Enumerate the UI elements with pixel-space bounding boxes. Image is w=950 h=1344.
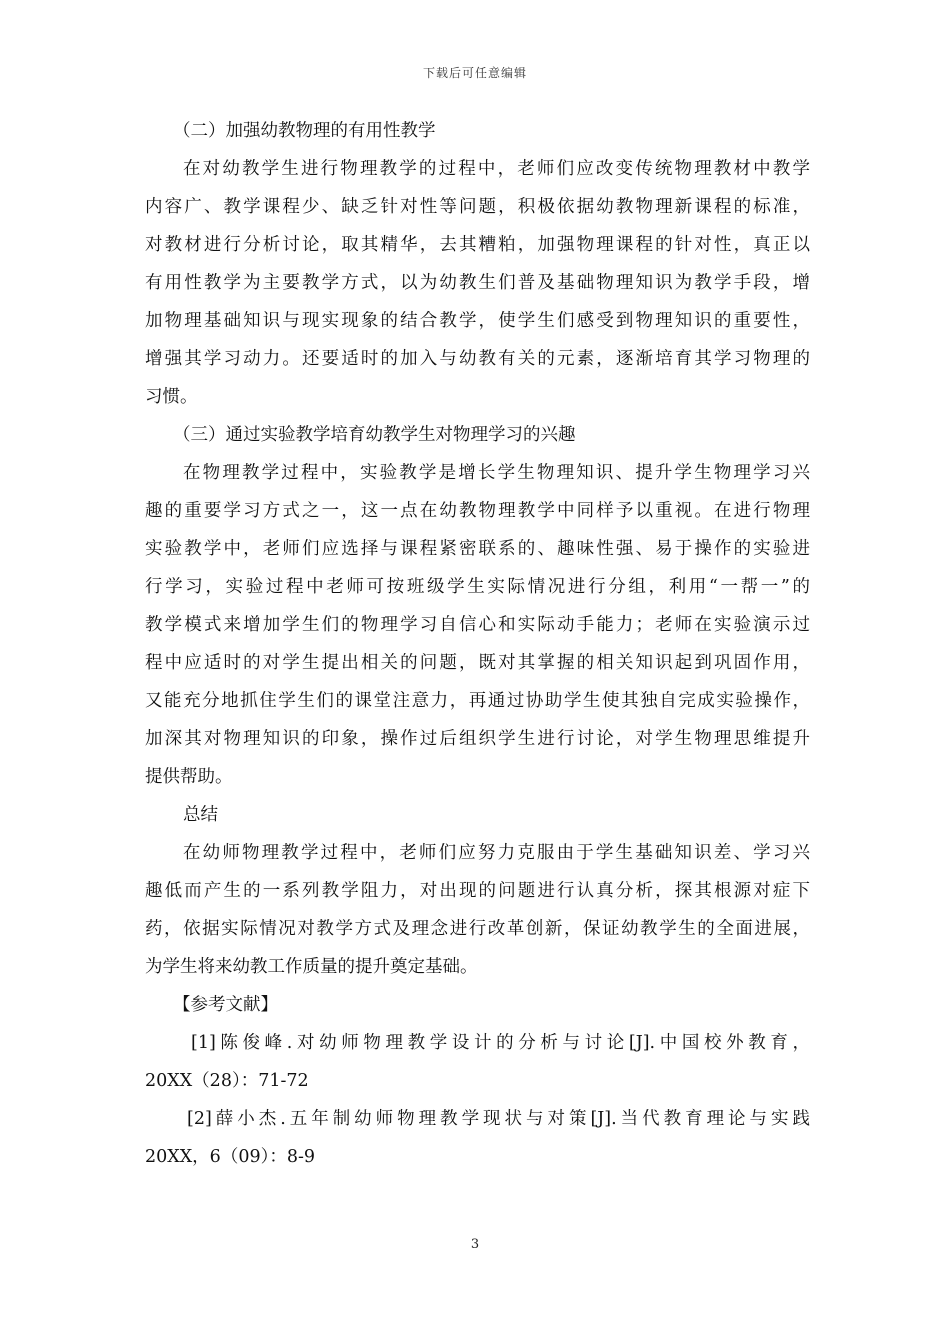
page-header-note: 下载后可任意编辑 [422, 66, 527, 80]
section-3-line: 教学模式来增加学生们的物理学习自信心和实际动手能力；老师在实验演示过 [145, 615, 810, 635]
summary-line: 药，依据实际情况对教学方式及理念进行改革创新，保证幼教学生的全面进展， [145, 919, 810, 939]
summary-line: 在幼师物理教学过程中，老师们应努力克服由于学生基础知识差、学习兴 [183, 843, 810, 863]
summary-section [145, 796, 810, 986]
section-3-line: 实验教学中，老师们应选择与课程紧密联系的、趣味性强、易于操作的实验进 [145, 539, 810, 559]
summary-line: 为学生将来幼教工作质量的提升奠定基础。 [145, 957, 478, 977]
section-2-heading: （二）加强幼教物理的有用性教学 [173, 121, 436, 141]
reference-item-2: [2]薛小杰.五年制幼师物理教学现状与对策[J].当代教育理论与实践 [187, 1109, 810, 1129]
section-3-line: 趣的重要学习方式之一，这一点在幼教物理教学中同样予以重视。在进行物理 [145, 501, 810, 521]
section-3-line: 加深其对物理知识的印象，操作过后组织学生进行讨论，对学生物理思维提升 [145, 729, 810, 749]
section-3-line: 在物理教学过程中，实验教学是增长学生物理知识、提升学生物理学习兴 [183, 463, 810, 483]
reference-item-2-cont: 20XX，6（09）：8-9 [145, 1147, 316, 1167]
section-3-line: 又能充分地抓住学生们的课堂注意力，再通过协助学生使其独自完成实验操作， [145, 691, 810, 711]
reference-item-1-cont: 20XX（28）：71-72 [145, 1071, 309, 1091]
section-2 [145, 112, 810, 416]
section-3-line: 提供帮助。 [145, 767, 233, 787]
section-2-line: 内容广、教学课程少、缺乏针对性等问题，积极依据幼教物理新课程的标准， [145, 197, 810, 217]
page-number: 3 [470, 1237, 480, 1252]
section-2-line: 增强其学习动力。还要适时的加入与幼教有关的元素，逐渐培育其学习物理的 [145, 349, 810, 369]
section-2-line: 有用性教学为主要教学方式，以为幼教生们普及基础物理知识为教学手段，增 [145, 273, 810, 293]
section-2-line: 加物理基础知识与现实现象的结合教学，使学生们感受到物理知识的重要性， [145, 311, 810, 331]
references-section [145, 986, 810, 1176]
section-2-line: 习惯。 [145, 387, 198, 407]
section-3-line: 行学习，实验过程中老师可按班级学生实际情况进行分组，利用“一帮一”的 [145, 577, 810, 597]
section-3 [145, 416, 810, 796]
section-2-line: 在对幼教学生进行物理教学的过程中，老师们应改变传统物理教材中教学 [183, 159, 810, 179]
summary-heading: 总结 [183, 805, 218, 825]
section-2-line: 对教材进行分析讨论，取其精华，去其糟粕，加强物理课程的针对性，真正以 [145, 235, 810, 255]
section-3-heading: （三）通过实验教学培育幼教学生对物理学习的兴趣 [173, 425, 576, 445]
reference-item-1: [1]陈俊峰.对幼师物理教学设计的分析与讨论[J].中国校外教育， [191, 1033, 810, 1053]
summary-line: 趣低而产生的一系列教学阻力，对出现的问题进行认真分析，探其根源对症下 [145, 881, 810, 901]
document-body [145, 112, 810, 1176]
references-heading: 【参考文献】 [173, 995, 278, 1015]
section-3-line: 程中应适时的对学生提出相关的问题，既对其掌握的相关知识起到巩固作用， [145, 653, 810, 673]
